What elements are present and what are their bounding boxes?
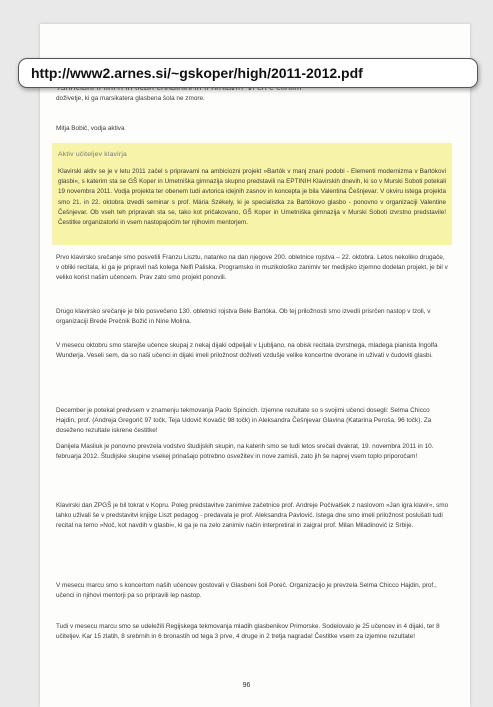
paragraph-text: V mesecu marcu smo s koncertom naših učencev gostovali v Glasbeni šoli Poreč. Organizacijo je prevzela Selma Chicco Hajdin, prof., učenci in njihovi mentorji pa so pripravili lep nastop. [56,582,437,600]
signature [56,124,449,134]
intro-paragraph [56,94,449,104]
url-bar[interactable] [18,58,478,88]
paragraph-3 [56,341,449,361]
section-body: Klavirski aktiv se je v letu 2011 začel s pripravami na ambiciozni projekt »Bartók v manj znani podobi - Elementi modernizma v Bartókovi glasbi«, s katerim sta se GŠ Koper in Umetniška gimnazija skupno predstavili na EPTINIH Klavirskih dnevih, ki so v Murski Soboti potekali 19 novembra 2011. Vodja projekta ter obenem tudi avtorica idejnih zasnov in koncepta je bila Valentina Češnjevar. V okviru istega projekta smo 21. in 22. oktobra izvedli seminar s prof. Mária Székely, ki je specialistka za Bartókovo glasbo - ponovno v organizaciji Valentine Češnjevar. Ob vseh teh pripravah sta se, tako kot pričakovano, GŠ Koper in Umetniška gimnazija v Murski Soboti izvrstno predstavile! Čestitke organizatorki in vsem nastopajočim ter njihovim mentorjem. [58,168,446,227]
paragraph-text: Klavirski dan ZPGŠ je bil tokrat v Kopru. Poleg predstavitve zanimive začetnice prof. Andreje Počivalšek z naslovom »Jan igra klavir«, smo lahko uživali še v predstavitvi knjige Liszt pedagog - predavala je prof. Aleksandra Pavlović. Istega dne smo imeli priložnost poslušati tudi recital na temo »Noč, kot navdih v glasbi«, ki ga je na zelo zanimiv način interpretiral in zaigral prof. Milan Miladinović iz Srbije. [56,502,449,530]
paragraph-text: Prvo klavirsko srečanje smo posvetili Franzu Lisztu, natanko na dan njegove 200. obletnice rojstva – 22. oktobra. Letos nekoliko drugače, v obliki recitala, ki ga je pripravil naš kolega Nelfi Paliska. Programsko in muzikološko zanimiv ter medijsko izjemno dodelan projekt, je bil v veliko korist našim učencem. Prav zato smo projekt ponovili. [56,254,448,282]
paragraph-text: December je potekal predvsem v znamenju tekmovanja Paolo Spincich. Izjemne rezultate so s svojimi učenci dosegli: Selma Chicco Hajdin, prof. (Andreja Gregorič 97 točk, Teja Udovič Kovačič 98 točk) in Aleksandra Češnjevar Glavina (Katarina Peroša, 96 točk). Za doseženo rezultate iskrene čestitke! [56,407,432,435]
paragraph-8 [56,622,449,642]
paragraph-7 [56,581,449,601]
paragraph-text: V mesecu oktobru smo starejše učence skupaj z nekaj dijaki odpeljali v Ljubljano, na obisk recitala izvrstnega, mladega pianista Ingolfa Wunderja. Veseli sem, da so naši učenci in dijaki imeli priložnost doživeti vzdušje velike koncertne dvorane in uživati v čudoviti glasbi. [56,342,438,360]
paragraph-text: Drugo klavirsko srečanje je bilo posvečeno 130. obletnici rojstva Bele Bartóka. Ob tej priložnosti smo izvedli prisrčen nastop v Izoli, v organizaciji Brede Prečnik Božič in Nine Molina. [56,308,431,326]
paragraph-2 [56,307,449,327]
url-text[interactable]: http://www2.arnes.si/~gskoper/high/2011-2012.pdf [31,65,363,81]
page-number: 96 [242,682,251,689]
highlighted-section [52,143,452,245]
intro-paragraph-text: doživetje, ki ga marsikatera glasbena šola ne zmore. [56,95,205,102]
paragraph-text: Danijela Masliuk je ponovno prevzela vodstvo študijskih skupin, na katerih smo se tudi letos srečali dvakrat, 19. novembra 2011 in 10. februarja 2012. Študijske skupine vsekej prinašajo potrebno osvežitev in nove zamisli, zato jih še naprej vsem toplo priporočam! [56,443,434,461]
paragraph-1 [56,253,449,284]
paragraph-text: Tudi v mesecu marcu smo se udeležili Regijskega tekmovanja mladih glasbenikov Primorske. Sodelovalo je 25 učencev in 4 dijaki, ter 8 učiteljev. Kar 15 zlatih, 8 srebrnih in 6 bronastih od tega 3 prve, 4 druge in 2 tretja nagrada! Čestitke vsem za izjemne rezultate! [56,623,440,641]
paragraph-4 [56,406,449,437]
section-title: Aktiv učiteljev klavirja [58,151,128,158]
paragraph-5 [56,442,449,462]
paragraph-6 [56,501,449,532]
signature-text: Mitja Bobič, vodja aktiva [56,125,125,132]
